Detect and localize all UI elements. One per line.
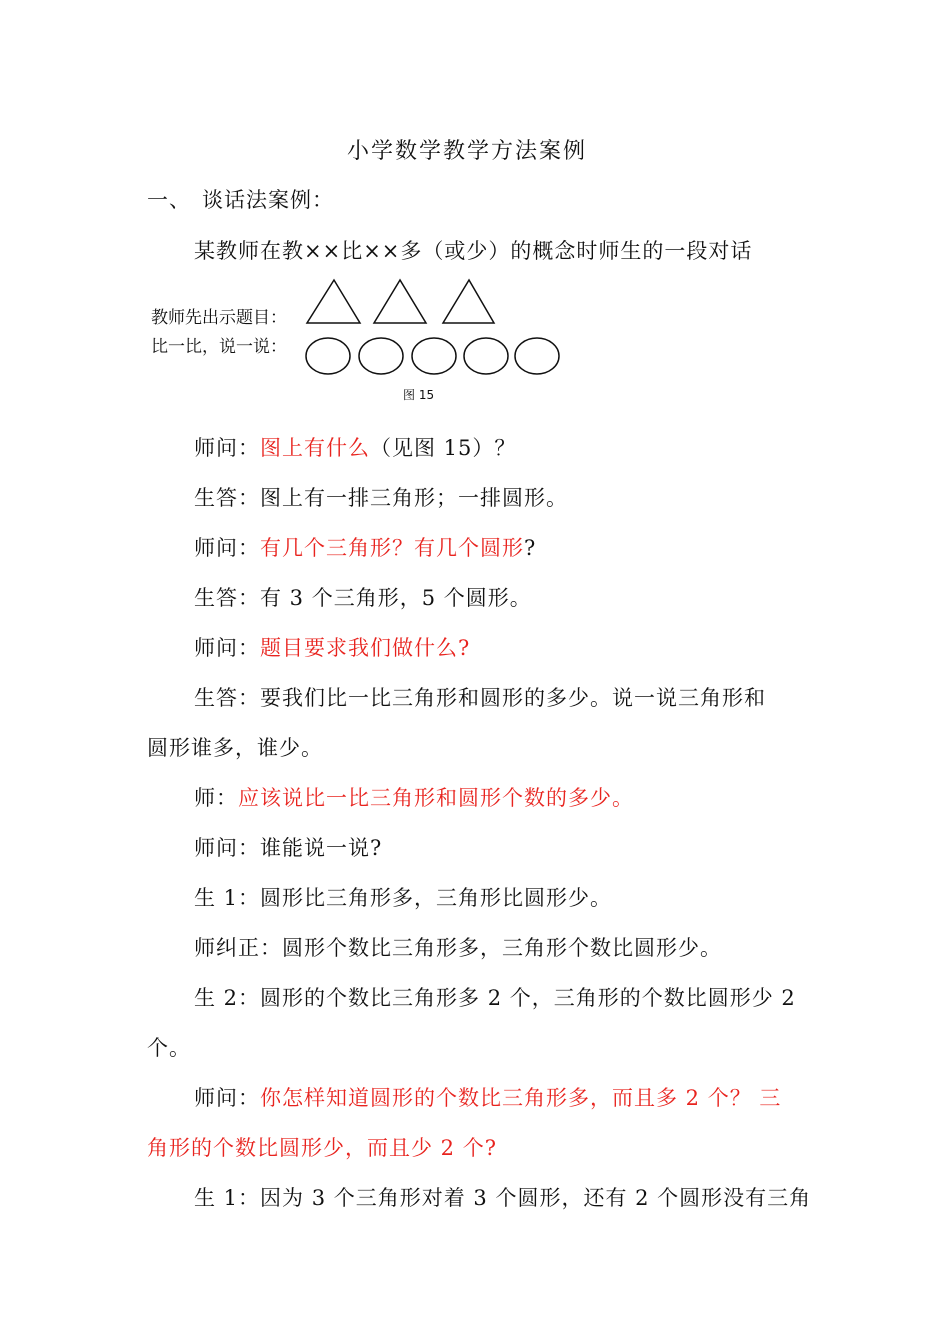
dialogue-continuation: 个。 (147, 1036, 191, 1060)
circle-shape (306, 338, 350, 374)
speaker: 生答： (194, 486, 260, 510)
circle-shape (464, 338, 508, 374)
dialogue-line (194, 538, 536, 559)
intro-paragraph: 某教师在教××比××多（或少）的概念时师生的一段对话 (194, 239, 753, 263)
speaker: 生答： (194, 586, 260, 610)
section-heading: 谈话法案例： (202, 188, 334, 212)
speaker: 师问： (194, 436, 260, 460)
speaker: 生 1： (194, 1186, 261, 1210)
speaker: 师问： (194, 1086, 260, 1110)
student-answer: 图上有一排三角形；一排圆形。 (260, 486, 568, 510)
speaker: 师问： (194, 636, 260, 660)
dialogue-continuation: 圆形谁多，谁少。 (147, 736, 323, 760)
teacher-question: 图上有什么 (260, 436, 370, 460)
triangle-shape (307, 280, 360, 323)
figure-label-1: 教师先出示题目： (151, 308, 287, 328)
dialogue-line (194, 1188, 811, 1209)
dialogue-line (194, 938, 722, 959)
student-answer: 因为 3 个三角形对着 3 个圆形，还有 2 个圆形没有三角 (260, 1186, 812, 1210)
dialogue-line (194, 688, 766, 709)
speaker: 生 1： (194, 886, 261, 910)
dialogue-line (194, 788, 634, 809)
teacher-question-plain: 谁能说一说? (260, 836, 383, 860)
dialogue-line (194, 588, 532, 609)
circle-shape (359, 338, 403, 374)
circle-shape (515, 338, 559, 374)
speaker: 师问： (194, 836, 260, 860)
teacher-correction: 圆形个数比三角形多，三角形个数比圆形少。 (282, 936, 722, 960)
figure-caption: 图 15 (403, 388, 435, 402)
section-number: 一、 (147, 188, 191, 212)
dialogue-continuation: 角形的个数比圆形少，而且少 2 个? (147, 1136, 497, 1160)
teacher-question: 有几个三角形？有几个圆形 (260, 536, 524, 560)
dialogue-line (194, 838, 382, 859)
student-answer: 圆形比三角形多，三角形比圆形少。 (260, 886, 613, 910)
dialogue-line (194, 638, 470, 659)
speaker: 师问： (194, 536, 260, 560)
speaker: 生 2： (194, 986, 261, 1010)
question-rest: ? (524, 536, 537, 560)
dialogue-line (194, 988, 796, 1009)
figure-label-2: 比一比，说一说： (151, 337, 287, 357)
page-title: 小学数学教学方法案例 (347, 139, 588, 164)
dialogue-line (194, 1088, 781, 1109)
student-answer: 要我们比一比三角形和圆形的多少。说一说三角形和 (260, 686, 766, 710)
dialogue-line (194, 438, 516, 459)
teacher-question: 你怎样知道圆形的个数比三角形多，而且多 2 个？ 三 (260, 1086, 782, 1110)
question-rest: （见图 15）？ (370, 436, 517, 460)
teacher-question: 题目要求我们做什么? (260, 636, 471, 660)
dialogue-line (194, 888, 612, 909)
circle-shape (412, 338, 456, 374)
triangle-shape (443, 280, 494, 323)
speaker: 师纠正： (194, 936, 282, 960)
student-answer: 有 3 个三角形，5 个圆形。 (260, 586, 532, 610)
dialogue-line (194, 488, 568, 509)
student-answer: 圆形的个数比三角形多 2 个，三角形的个数比圆形少 2 (260, 986, 796, 1010)
speaker: 生答： (194, 686, 260, 710)
teacher-remark: 应该说比一比三角形和圆形个数的多少。 (238, 786, 634, 810)
triangle-shape (374, 280, 426, 323)
speaker: 师： (194, 786, 238, 810)
